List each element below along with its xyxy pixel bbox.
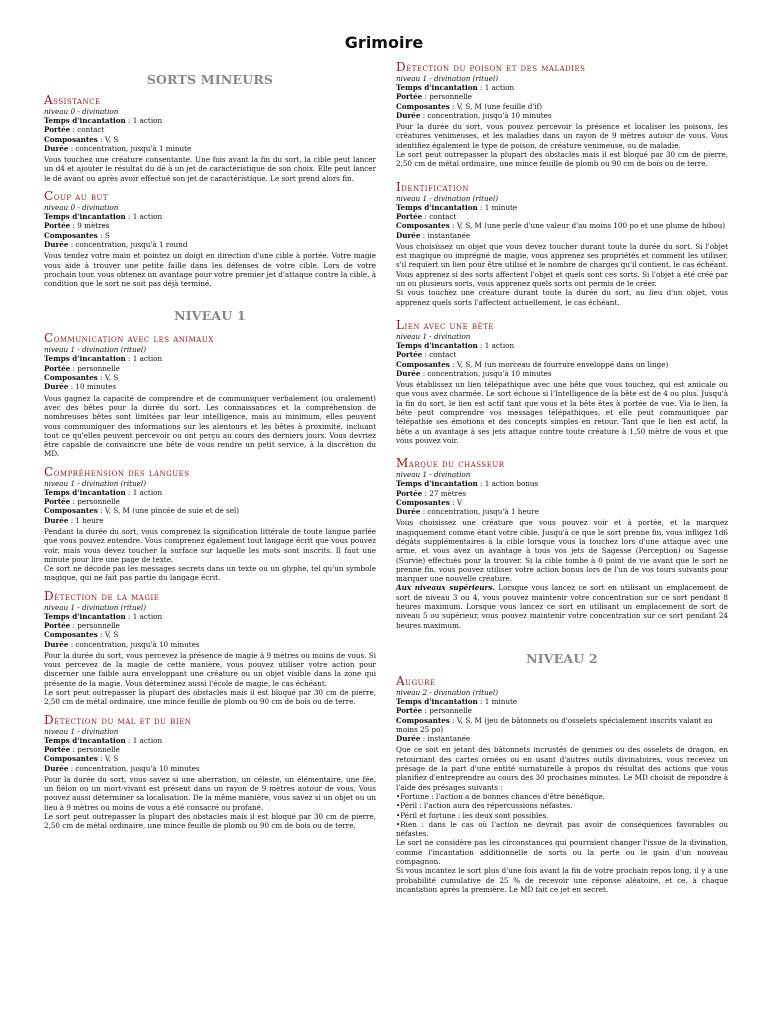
meta-separator: : — [449, 221, 457, 231]
meta-value: V, S — [104, 134, 119, 144]
spell-components — [44, 506, 376, 515]
meta-separator: : — [70, 363, 78, 373]
meta-value: 1 action — [484, 83, 515, 92]
spell-casting-time — [396, 697, 728, 706]
spell-level-school: niveau 1 - divination (rituel) — [44, 602, 147, 612]
spell-duration — [44, 382, 376, 391]
meta-value: 10 minutes — [75, 382, 117, 392]
higher-levels-text: Lorsque vous lancez ce sort en utilisant un emplacement de sort de niveau 3 ou 4, vous pouvez maintenir votre concentration sur ce sort pendant 8 heures maximum. Lorsque vous lancez ce sort en utilisant un emplacement de sort de niveau 5 ou supérieur, vous pouvez maintenir votre concentration sur ce sort pendant 24 heures maximum. — [396, 583, 728, 630]
spell-description — [396, 518, 728, 630]
spell-components — [396, 360, 728, 369]
column-right — [396, 62, 728, 894]
spell-name: Marque du chasseur — [396, 456, 505, 471]
spell-level-school: niveau 1 - divination — [396, 470, 471, 480]
spell-duration — [396, 507, 728, 516]
spell-components — [44, 231, 376, 240]
spell-entry — [44, 712, 376, 831]
meta-value: V, S — [104, 754, 119, 764]
meta-separator: : — [97, 230, 105, 240]
description-paragraph: Le sort peut outrepasser la plupart des obstacles mais il est bloqué par 30 cm de pierre, 2,50 cm de métal ordinaire, une mince feuille de plomb ou 90 cm de bois ou de terre. — [44, 688, 376, 707]
meta-label: Temps d'incantation — [396, 340, 478, 350]
spell-casting-time — [396, 83, 728, 92]
spell-range — [396, 92, 728, 101]
omen-item: • Péril : l'action aura des répercussions néfastes. — [396, 801, 728, 810]
spell-level-school: niveau 1 - divination (rituel) — [396, 74, 499, 83]
spell-casting-time — [44, 116, 376, 125]
meta-label: Durée — [44, 515, 69, 525]
description-paragraph: Si vous incantez le sort plus d'une fois avant la fin de votre prochain repos long, il y a une probabilité cumulative de 25 % de recevoir une réponse aléatoire, et ce, à chaque incantation après la première. Le MD fait ce jet en secret. — [396, 866, 728, 894]
spell-components — [396, 498, 728, 507]
meta-value: V, S, M (une pincée de suie et de sel) — [104, 506, 240, 516]
spell-duration — [44, 240, 376, 249]
meta-value: 1 action — [132, 735, 163, 745]
meta-separator: : — [420, 507, 428, 517]
meta-label: Composantes — [396, 715, 450, 725]
meta-label: Durée — [396, 734, 421, 744]
meta-value: personnelle — [429, 92, 472, 102]
meta-label: Composantes — [396, 101, 450, 111]
meta-separator: : — [97, 754, 105, 764]
spell-name: Coup au but — [44, 189, 109, 204]
omen-item: • Fortune : l'action a de bonnes chances d'être bénéfique. — [396, 792, 728, 801]
meta-separator: : — [420, 230, 428, 240]
meta-label: Composantes — [396, 221, 450, 231]
spell-entry — [44, 191, 376, 288]
meta-value: 27 mètres — [429, 488, 467, 498]
meta-separator: : — [97, 630, 105, 640]
description-paragraph: Ce sort ne décode pas les messages secrets dans un texte ou un glyphe, tel qu'un symbole magique, qui ne fait pas partie du langage écrit. — [44, 564, 376, 583]
meta-value: 1 action — [132, 116, 163, 125]
description-paragraph: Le sort peut outrepasser la plupart des obstacles mais il est bloqué par 30 cm de pierre, 2,50 cm de métal ordinaire, une mince feuille de plomb ou 90 cm de bois ou de terre. — [44, 812, 376, 831]
meta-separator: : — [70, 221, 78, 231]
meta-value: V — [456, 497, 463, 507]
meta-label: Composantes — [44, 230, 98, 240]
meta-label: Durée — [44, 239, 69, 249]
meta-value: contact — [77, 125, 105, 135]
meta-separator: : — [449, 497, 457, 507]
spell-description — [396, 242, 728, 307]
spell-name: Lien avec une bête — [396, 317, 494, 332]
meta-separator: : — [70, 744, 78, 754]
meta-value: 1 heure — [75, 515, 104, 525]
meta-separator: : — [477, 479, 485, 489]
spell-casting-time — [44, 488, 376, 497]
spell-components — [44, 373, 376, 382]
meta-value: 1 action — [132, 611, 163, 621]
meta-separator: : — [449, 359, 457, 369]
meta-value: contact — [429, 350, 457, 360]
spell-casting-time — [44, 736, 376, 745]
spell-duration — [44, 640, 376, 649]
description-paragraph: Le sort peut outrepasser la plupart des obstacles mais il est bloqué par 30 cm de pierre, 2,50 cm de métal ordinaire, une mince feuille de plomb ou 90 cm de bois ou de terre. — [396, 150, 728, 169]
spell-entry — [396, 458, 728, 630]
meta-separator: : — [70, 620, 78, 630]
spell-level-school: niveau 1 - divination (rituel) — [396, 193, 499, 203]
meta-label: Composantes — [396, 497, 450, 507]
spell-level-school: niveau 1 - divination — [396, 331, 471, 341]
meta-label: Portée — [396, 350, 423, 360]
description-paragraph: Vous choisissez un objet que vous devez toucher durant toute la durée du sort. Si l'objet est magique ou imprégné de magie, vous apprenez ses propriétés et comment les utiliser, s'il requiert un lien pour être utilisé et le nombre de charges qu'il contient, le cas échéant. Vous apprenez si des sorts affectent l'objet et quels sont ces sorts. Si l'objet a été créé par un ou plusieurs sorts, vous apprenez quels sorts ont permis de le créer. — [396, 241, 728, 289]
meta-label: Portée — [44, 363, 71, 373]
meta-label: Durée — [396, 368, 421, 378]
meta-separator: : — [70, 125, 78, 135]
meta-label: Portée — [44, 620, 71, 630]
meta-value: instantanée — [427, 734, 471, 744]
meta-value: concentration, jusqu'à 10 minutes — [75, 639, 200, 649]
meta-separator: : — [68, 515, 76, 525]
description-paragraph: Vous établissez un lien télépathique avec une bête que vous touchez, qui est amicale ou que vous avez charmée. Le sort échoue si l'Intelligence de la bête est de 4 ou plus. Jusqu'à la fin du sort, le lien est actif tant que vous et la bête êtes à portée de vue. Via le lien, la bête peut comprendre vos messages télépathiques, et elle peut communiquer par télépathie ses émotions et des concepts simples en retour. Tant que le lien est actif, la bête a un avantage à ses jets attaque contre toute créature à 1,50 mètre de vous et que vous pouvez voir. — [396, 380, 728, 445]
spell-duration — [396, 734, 728, 743]
meta-separator: : — [125, 487, 133, 497]
meta-value: contact — [429, 211, 457, 221]
meta-label: Composantes — [44, 134, 98, 144]
spell-duration — [44, 764, 376, 773]
description-paragraph: Pour la durée du sort, vous savez si une aberration, un céleste, un élémentaire, une fée, un fiélon ou un mort-vivant est présent dans un rayon de 9 mètres autour de vous. Vous pouvez aussi déterminer sa localisation. De la même manière, vous savez si un objet ou un lieu à 9 mètres ou moins de vous a été consacré ou profané. — [44, 774, 376, 812]
meta-separator: : — [68, 143, 76, 153]
meta-separator: : — [449, 101, 457, 111]
meta-separator: : — [97, 373, 105, 383]
meta-value: 1 action — [484, 340, 515, 350]
meta-separator: : — [477, 83, 485, 92]
spell-components — [396, 716, 728, 735]
meta-label: Durée — [396, 507, 421, 517]
meta-label: Composantes — [44, 630, 98, 640]
meta-value: 1 minute — [484, 696, 518, 706]
spell-components — [44, 754, 376, 763]
meta-label: Temps d'incantation — [44, 116, 126, 125]
meta-label: Portée — [396, 706, 423, 716]
spell-name: Compréhension des langues — [44, 464, 190, 479]
spell-components — [44, 135, 376, 144]
description-paragraph: Que ce soit en jetant des bâtonnets incrustés de gemmes ou des osselets de dragon, en retournant des cartes ornées ou en usant d'autres outils divinatoires, vous recevez un présage de la part d'une entité surnaturelle à propos du résultat des actions que vous planifiez d'entreprendre au cours des 30 prochaines minutes. Le MD choisit de répondre à l'aide des présages suivants : — [396, 745, 728, 792]
meta-value: V, S — [104, 630, 119, 640]
meta-label: Durée — [44, 639, 69, 649]
meta-value: personnelle — [77, 497, 120, 507]
omen-list — [396, 792, 728, 838]
meta-label: Portée — [396, 211, 423, 221]
meta-separator: : — [125, 735, 133, 745]
spell-level-school: niveau 1 - divination (rituel) — [44, 478, 147, 488]
meta-value: personnelle — [429, 706, 472, 716]
spell-description — [396, 745, 728, 894]
spell-description — [44, 394, 376, 459]
meta-value: 1 action — [132, 354, 163, 364]
meta-value: personnelle — [77, 744, 120, 754]
spell-components — [396, 102, 728, 111]
spell-range — [396, 489, 728, 498]
meta-label: Durée — [396, 230, 421, 240]
spell-casting-time — [396, 203, 728, 212]
meta-separator: : — [422, 350, 430, 360]
spell-duration — [44, 516, 376, 525]
spell-entry — [396, 179, 728, 307]
meta-value: V, S, M (jeu de bâtonnets ou d'osselets spécialement inscrits valant au moins 25 po) — [396, 715, 713, 734]
spell-range — [396, 706, 728, 715]
meta-separator: : — [68, 763, 76, 773]
meta-label: Temps d'incantation — [44, 212, 126, 222]
meta-value: concentration, jusqu'à 10 minutes — [427, 110, 552, 120]
spell-entry — [44, 588, 376, 707]
meta-value: S — [104, 230, 110, 240]
spell-entry — [44, 95, 376, 183]
spell-range — [44, 621, 376, 630]
meta-separator: : — [68, 382, 76, 392]
meta-separator: : — [449, 715, 457, 725]
meta-label: Portée — [44, 125, 71, 135]
meta-label: Temps d'incantation — [44, 487, 126, 497]
meta-separator: : — [125, 116, 133, 125]
meta-label: Composantes — [44, 754, 98, 764]
meta-separator: : — [422, 92, 430, 102]
meta-value: 1 minute — [484, 202, 518, 212]
meta-label: Temps d'incantation — [396, 696, 478, 706]
meta-separator: : — [125, 212, 133, 222]
meta-label: Portée — [396, 92, 423, 102]
spell-level-school: niveau 2 - divination (rituel) — [396, 687, 499, 697]
level-heading: NIVEAU 1 — [174, 308, 246, 324]
description-paragraph: Si vous touchez une créature durant toute la durée du sort, au lieu d'un objet, vous apprenez quels sorts l'affectent actuellement, le cas échéant. — [396, 288, 728, 307]
meta-value: personnelle — [77, 363, 120, 373]
meta-separator: : — [97, 506, 105, 516]
spell-duration — [44, 144, 376, 153]
meta-value: concentration, jusqu'à 10 minutes — [75, 763, 200, 773]
spell-range — [396, 350, 728, 359]
spell-entry — [44, 333, 376, 458]
omen-item: • Rien : dans le cas où l'action ne devrait pas avoir de conséquences favorables ou néfastes. — [396, 820, 728, 839]
spell-entry — [44, 464, 376, 583]
spell-name: Détection de la magie — [44, 588, 160, 603]
description-paragraph: Pour la durée du sort, vous pouvez percevoir la présence et localiser les poisons, les créatures venimeuses, et les maladies dans un rayon de 9 mètres autour de vous. Vous identifiez également le type de poison, de créature venimeuse, ou de maladie. — [396, 122, 728, 150]
meta-value: instantanée — [427, 230, 471, 240]
higher-levels-label: Aux niveaux supérieurs. — [396, 583, 495, 593]
spell-name: Augure — [396, 673, 436, 688]
meta-label: Temps d'incantation — [396, 83, 478, 92]
meta-value: concentration, jusqu'à 10 minutes — [427, 368, 552, 378]
meta-separator: : — [477, 202, 485, 212]
spell-level-school: niveau 1 - divination — [44, 726, 119, 736]
spell-casting-time — [44, 354, 376, 363]
meta-value: concentration, jusqu'à 1 minute — [75, 143, 192, 153]
spell-components — [44, 630, 376, 639]
description-paragraph: Vous tendez votre main et pointez un doigt en direction d'une cible à portée. Votre magie vous aide à trouver une petite faille dans les défenses de votre cible. Lors de votre prochain tour, vous obtenez un avantage pour votre premier jet d'attaque contre la cible, à condition que le sort ne soit pas déjà terminé. — [44, 251, 377, 289]
meta-separator: : — [420, 110, 428, 120]
meta-separator: : — [68, 239, 76, 249]
spell-range — [44, 497, 376, 506]
meta-separator: : — [68, 639, 76, 649]
meta-label: Durée — [44, 763, 69, 773]
meta-label: Composantes — [44, 373, 98, 383]
meta-value: 1 action — [132, 212, 163, 222]
omen-item: • Péril et fortune : les deux sont possibles. — [396, 811, 728, 820]
meta-separator: : — [125, 354, 133, 364]
spell-description — [44, 155, 376, 183]
meta-value: V, S, M (une feuille d'if) — [456, 101, 543, 111]
meta-value: V, S — [104, 373, 119, 383]
meta-value: personnelle — [77, 620, 120, 630]
meta-label: Portée — [44, 744, 71, 754]
meta-label: Composantes — [44, 506, 98, 516]
spell-range — [396, 212, 728, 221]
spell-casting-time — [396, 479, 728, 488]
higher-levels-paragraph — [396, 583, 728, 629]
meta-value: concentration, jusqu'à 1 round — [75, 239, 188, 249]
meta-separator: : — [422, 488, 430, 498]
description-paragraph: Vous touchez une créature consentante. Une fois avant la fin du sort, la cible peut lancer un d4 et ajouter le résultat du dé à un jet de caractéristique de son choix. Elle peut lancer le dé avant ou après avoir effectué son jet de caractéristique. Le sort prend alors fin. — [44, 155, 376, 183]
meta-label: Portée — [44, 497, 71, 507]
spell-description — [44, 527, 376, 583]
meta-label: Temps d'incantation — [44, 735, 126, 745]
spell-range — [44, 745, 376, 754]
spell-entry — [396, 62, 728, 169]
description-paragraph: Le sort ne considère pas les circonstances qui pourraient changer l'issue de la divination, comme l'incantation additionnelle de sorts ou la perte ou le gain d'un nouveau compagnon. — [396, 838, 728, 866]
level-heading: NIVEAU 2 — [526, 650, 598, 666]
spell-components — [396, 221, 728, 230]
spell-name: Communication avec les animaux — [44, 331, 214, 346]
meta-label: Temps d'incantation — [44, 611, 126, 621]
description-paragraph: Vous gagnez la capacité de comprendre et de communiquer verbalement (ou oralement) avec des bêtes pour la durée du sort. Les connaissances et la compréhension de nombreuses bêtes sont limitées par leur intelligence, mais au minimum, elles peuvent vous communiquer des informations sur les alentours et les bêtes à proximité, incluant tout ce qu'elles peuvent percevoir ou ont perçu au cours des derniers jours. Vous devriez être capable de convaincre une bête de vous rendre un petit service, à la discrétion du MD. — [44, 393, 376, 459]
meta-separator: : — [420, 734, 428, 744]
level-heading: SORTS MINEURS — [146, 72, 274, 87]
spell-name: Détection du mal et du bien — [44, 712, 192, 727]
spell-casting-time — [44, 212, 376, 221]
spell-range — [44, 364, 376, 373]
meta-separator: : — [420, 368, 428, 378]
meta-separator: : — [477, 340, 485, 350]
spell-entry — [396, 317, 728, 445]
spell-casting-time — [396, 341, 728, 350]
meta-separator: : — [125, 611, 133, 621]
meta-separator: : — [477, 696, 485, 706]
spell-level-school: niveau 0 - divination — [44, 203, 119, 213]
meta-value: V, S, M (une perle d'une valeur d'au moins 100 po et une plume de hibou) — [456, 221, 726, 231]
spell-name: Identification — [396, 179, 469, 194]
meta-label: Composantes — [396, 359, 450, 369]
meta-label: Durée — [44, 143, 69, 153]
spell-duration — [396, 369, 728, 378]
meta-value: V, S, M (un morceau de fourrure enveloppé dans un linge) — [456, 359, 669, 369]
meta-label: Portée — [44, 221, 71, 231]
description-paragraph: Pendant la durée du sort, vous comprenez la signification littérale de toute langue parlée que vous pouvez entendre. Vous comprenez également tout langage écrit que vous pouvez voir, mais vous devez toucher la surface sur laquelle les mots sont inscrits. Il faut une minute pour lire une page de texte. — [44, 526, 376, 564]
column-left — [44, 62, 376, 831]
spell-duration — [396, 231, 728, 240]
page-title: Grimoire — [344, 33, 424, 52]
spell-name: Détection du poison et des maladies — [396, 60, 586, 74]
meta-value: 1 action — [132, 487, 163, 497]
meta-value: concentration, jusqu'à 1 heure — [427, 507, 539, 517]
spell-range — [44, 221, 376, 230]
meta-separator: : — [422, 211, 430, 221]
spell-name: Assistance — [44, 93, 101, 107]
meta-value: 1 action bonus — [484, 479, 539, 489]
meta-label: Temps d'incantation — [44, 354, 126, 364]
spell-range — [44, 125, 376, 134]
meta-label: Durée — [44, 382, 69, 392]
meta-separator: : — [422, 706, 430, 716]
spell-description — [44, 251, 376, 288]
spell-level-school: niveau 0 - divination — [44, 107, 119, 116]
meta-value: 9 mètres — [77, 221, 110, 231]
meta-label: Temps d'incantation — [396, 479, 478, 489]
spell-casting-time — [44, 612, 376, 621]
meta-label: Temps d'incantation — [396, 202, 478, 212]
spell-description — [396, 380, 728, 445]
spell-entry — [396, 673, 728, 894]
meta-separator: : — [70, 497, 78, 507]
description-paragraph: Pour la durée du sort, vous percevez la présence de magie à 9 mètres ou moins de vous. Si vous percevez de la magie de cette manière, vous pouvez utiliser votre action pour discerner une faible aura enveloppant une créature ou un objet visible dans la zone qui présente de la magie. Vous déterminez aussi l'école de magie, le cas échéant. — [44, 650, 376, 688]
meta-label: Durée — [396, 110, 421, 120]
spell-description — [396, 122, 728, 168]
spell-description — [44, 651, 376, 707]
meta-separator: : — [97, 134, 105, 144]
spell-description — [44, 775, 376, 831]
spell-level-school: niveau 1 - divination (rituel) — [44, 345, 147, 355]
description-paragraph: Vous choisissez une créature que vous pouvez voir et à portée, et la marquez magiquement comme étant votre cible. Jusqu'à ce que le sort prenne fin, vous infligez 1d6 dégâts supplémentaires à la cible lorsque vous la touchez lors d'une attaque avec une arme, et vous avez un avantage à tous vos jets de Sagesse (Perception) ou Sagesse (Survie) effectués pour la trouver. Si la cible tombe à 0 point de vie avant que le sort ne prenne fin, vous pouvez utiliser votre action bonus lors de l'un de vos tours suivants pour marquer une nouvelle créature. — [396, 518, 728, 584]
spell-duration — [396, 111, 728, 120]
meta-label: Portée — [396, 488, 423, 498]
